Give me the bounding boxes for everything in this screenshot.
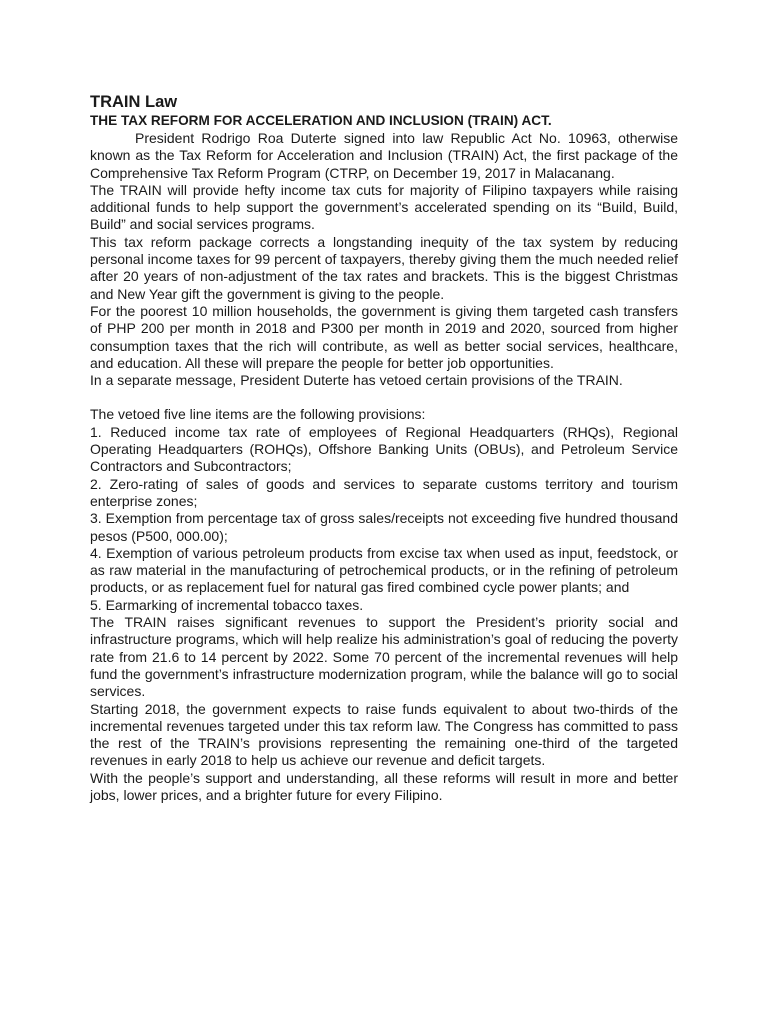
paragraph-intro-3: This tax reform package corrects a longstanding inequity of the tax system by reducing personal income taxes for 99 percent of taxpayers, thereby giving them the much needed relief after 20 years of non-adjustment of the tax rates and brackets. This is the biggest Christmas and New Year gift the government is giving to the people. — [90, 233, 678, 302]
paragraph-closing-2: Starting 2018, the government expects to raise funds equivalent to about two-thirds of the incremental revenues targeted under this tax reform law. The Congress has committed to pass the rest of the TRAIN’s provisions representing the remaining one-third of the targeted revenues in early 2018 to help us achieve our revenue and deficit targets. — [90, 700, 678, 769]
paragraph-intro-1: President Rodrigo Roa Duterte signed into law Republic Act No. 10963, otherwise known as the Tax Reform for Acceleration and Inclusion (TRAIN) Act, the first package of the Comprehensive Tax Reform Program (CTRP, on December 19, 2017 in Malacanang. — [90, 130, 678, 181]
paragraph-closing-3: With the people’s support and understanding, all these reforms will result in more and better jobs, lower prices, and a brighter future for every Filipino. — [90, 769, 678, 803]
paragraph-spacer — [90, 389, 678, 406]
vetoed-item-5: 5. Earmarking of incremental tobacco taxes. — [90, 596, 364, 613]
vetoed-item-4: 4. Exemption of various petroleum products from excise tax when used as input, feedstock, or as raw material in the manufacturing of petrochemical products, or in the refining of petroleum products, or as replacement fuel for natural gas fired combined cycle power plants; and — [90, 544, 678, 596]
vetoed-intro: The vetoed five line items are the following provisions: — [90, 406, 426, 423]
paragraph-intro-4: For the poorest 10 million households, the government is giving them targeted cash transfers of PHP 200 per month in 2018 and P300 per month in 2019 and 2020, sourced from higher consumption taxes that the rich will contribute, as well as better social services, healthcare, and education. All these will prepare the people for better job opportunities. — [90, 302, 678, 371]
document-page — [90, 92, 678, 804]
vetoed-item-2: 2. Zero-rating of sales of goods and services to separate customs territory and tourism enterprise zones; — [90, 475, 678, 509]
document-subtitle: THE TAX REFORM FOR ACCELERATION AND INCLUSION (TRAIN) ACT. — [90, 113, 552, 128]
vetoed-item-3: 3. Exemption from percentage tax of gross sales/receipts not exceeding five hundred thousand pesos (P500, 000.00); — [90, 510, 678, 544]
paragraph-closing-1: The TRAIN raises significant revenues to support the President’s priority social and infrastructure programs, which will help realize his administration’s goal of reducing the poverty rate from 21.6 to 14 percent by 2022. Some 70 percent of the incremental revenues will help fund the government’s infrastructure modernization program, while the balance will go to social services. — [90, 614, 678, 700]
vetoed-item-1: 1. Reduced income tax rate of employees of Regional Headquarters (RHQs), Regional Operating Headquarters (ROHQs), Offshore Banking Units (OBUs), and Petroleum Service Contractors and Subcontractors; — [90, 423, 678, 475]
paragraph-intro-5: In a separate message, President Duterte has vetoed certain provisions of the TRAIN. — [90, 372, 623, 389]
paragraph-intro-2: The TRAIN will provide hefty income tax cuts for majority of Filipino taxpayers while raising additional funds to help support the government’s accelerated spending on its “Build, Build, Build” and social services programs. — [90, 181, 678, 233]
document-title: TRAIN Law — [90, 93, 178, 111]
